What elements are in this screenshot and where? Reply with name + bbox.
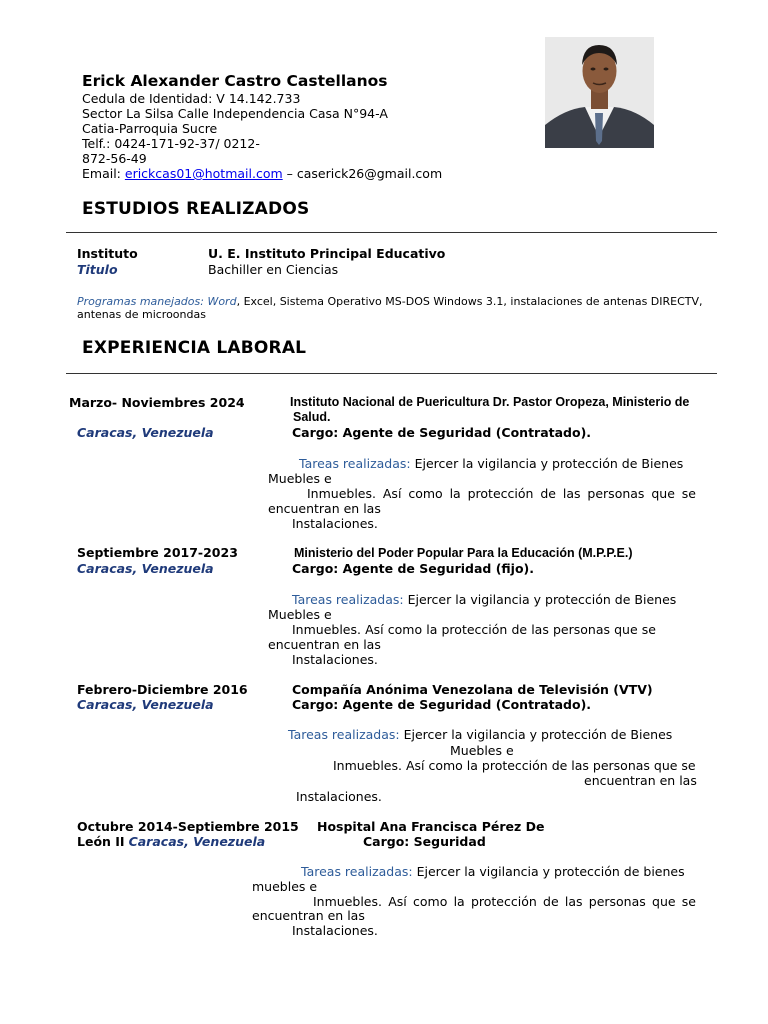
titulo-value: Bachiller en Ciencias <box>208 262 339 277</box>
job-org: Ministerio del Poder Popular Para la Educación (M.P.P.E.) <box>294 546 633 560</box>
job-tareas-line-4: encuentran en las <box>252 908 365 923</box>
tareas-text: Ejercer la vigilancia y protección de Bienes <box>410 456 684 471</box>
job-tareas-line-5: Instalaciones. <box>292 923 378 938</box>
programas-label: Programas manejados: Word <box>77 295 237 308</box>
tareas-text: Ejercer la vigilancia y protección de Bienes <box>403 592 677 607</box>
tareas-text: Ejercer la vigilancia y protección de Bienes <box>399 727 673 742</box>
job-date: Febrero-Diciembre 2016 <box>77 682 248 697</box>
tareas-label: Tareas realizadas: <box>299 456 411 471</box>
divider-experiencia <box>66 373 717 374</box>
job-tareas-line-4: encuentran en las <box>268 637 381 652</box>
job-tareas-line-4: encuentran en las <box>584 773 697 788</box>
programas-line-1 <box>77 295 703 308</box>
job-tareas-line-2: Muebles e <box>268 471 332 486</box>
programas-line-2: antenas de microondas <box>77 308 206 321</box>
job-tareas-line-1 <box>299 456 683 471</box>
job-date: Marzo- Noviembres 2024 <box>69 395 245 410</box>
job-cargo: Cargo: Agente de Seguridad (Contratado). <box>292 697 592 712</box>
job-tareas-line-5: Instalaciones. <box>292 516 378 531</box>
job-tareas-line-2: Muebles e <box>268 607 332 622</box>
job-location: Caracas, Venezuela <box>128 834 266 849</box>
cedula: Cedula de Identidad: V 14.142.733 <box>82 91 301 106</box>
candidate-name: Erick Alexander Castro Castellanos <box>82 72 388 90</box>
job-location: Caracas, Venezuela <box>77 561 214 576</box>
job-cargo: Cargo: Seguridad <box>363 834 486 849</box>
job-tareas-line-2: muebles e <box>252 879 318 894</box>
instituto-label: Instituto <box>77 246 138 261</box>
job-tareas-line-2: Muebles e <box>450 743 514 758</box>
job-tareas-line-3: Inmuebles. Así como la protección de las personas que se <box>313 894 696 909</box>
job-tareas-line-5: Instalaciones. <box>292 652 378 667</box>
email-label: Email: <box>82 166 125 181</box>
job-cargo: Cargo: Agente de Seguridad (fijo). <box>292 561 535 576</box>
job-tareas-line-1 <box>288 727 672 742</box>
email-line <box>82 166 442 181</box>
job-tareas-line-3: Inmuebles. Así como la protección de las personas que se <box>307 486 696 501</box>
job-org-cont: Salud. <box>293 410 331 424</box>
titulo-label: Titulo <box>77 262 118 277</box>
job-tareas-line-1 <box>301 864 685 879</box>
profile-photo <box>545 37 654 148</box>
tareas-label: Tareas realizadas: <box>301 864 413 879</box>
job-tareas-line-3: Inmuebles. Así como la protección de las personas que se <box>292 622 656 637</box>
job-org-cont: León II <box>77 834 125 849</box>
section-title-estudios: ESTUDIOS REALIZADOS <box>82 199 310 219</box>
job-tareas-line-4: encuentran en las <box>268 501 381 516</box>
job-org: Instituto Nacional de Puericultura Dr. Pastor Oropeza, Ministerio de <box>290 395 690 409</box>
job-date: Octubre 2014-Septiembre 2015 <box>77 819 299 834</box>
tareas-label: Tareas realizadas: <box>292 592 404 607</box>
phone-line-2: 872-56-49 <box>82 151 147 166</box>
job-location: Caracas, Venezuela <box>77 697 214 712</box>
address-line-1: Sector La Silsa Calle Independencia Casa N°94-A <box>82 106 388 121</box>
job-cargo: Cargo: Agente de Seguridad (Contratado). <box>292 425 592 440</box>
section-title-experiencia: EXPERIENCIA LABORAL <box>82 338 307 358</box>
job-org-location-line <box>77 834 265 849</box>
job-date: Septiembre 2017-2023 <box>77 545 238 560</box>
address-line-2: Catia-Parroquia Sucre <box>82 121 218 136</box>
job-org: Hospital Ana Francisca Pérez De <box>317 819 545 834</box>
job-org: Compañía Anónima Venezolana de Televisión (VTV) <box>292 682 653 697</box>
tareas-text: Ejercer la vigilancia y protección de bienes <box>412 864 685 879</box>
divider-estudios <box>66 232 717 233</box>
programas-list: , Excel, Sistema Operativo MS-DOS Windows 3.1, instalaciones de antenas DIRECTV, <box>236 295 703 308</box>
job-tareas-line-1 <box>292 592 676 607</box>
email-link[interactable]: erickcas01@hotmail.com <box>124 166 283 181</box>
instituto-value: U. E. Instituto Principal Educativo <box>208 246 446 261</box>
tareas-label: Tareas realizadas: <box>288 727 400 742</box>
job-tareas-line-3: Inmuebles. Así como la protección de las personas que se <box>333 758 696 773</box>
job-location: Caracas, Venezuela <box>77 425 214 440</box>
job-tareas-line-5: Instalaciones. <box>296 789 382 804</box>
phone-line-1: Telf.: 0424-171-92-37/ 0212- <box>82 136 260 151</box>
email-secondary: – caserick26@gmail.com <box>282 166 443 181</box>
